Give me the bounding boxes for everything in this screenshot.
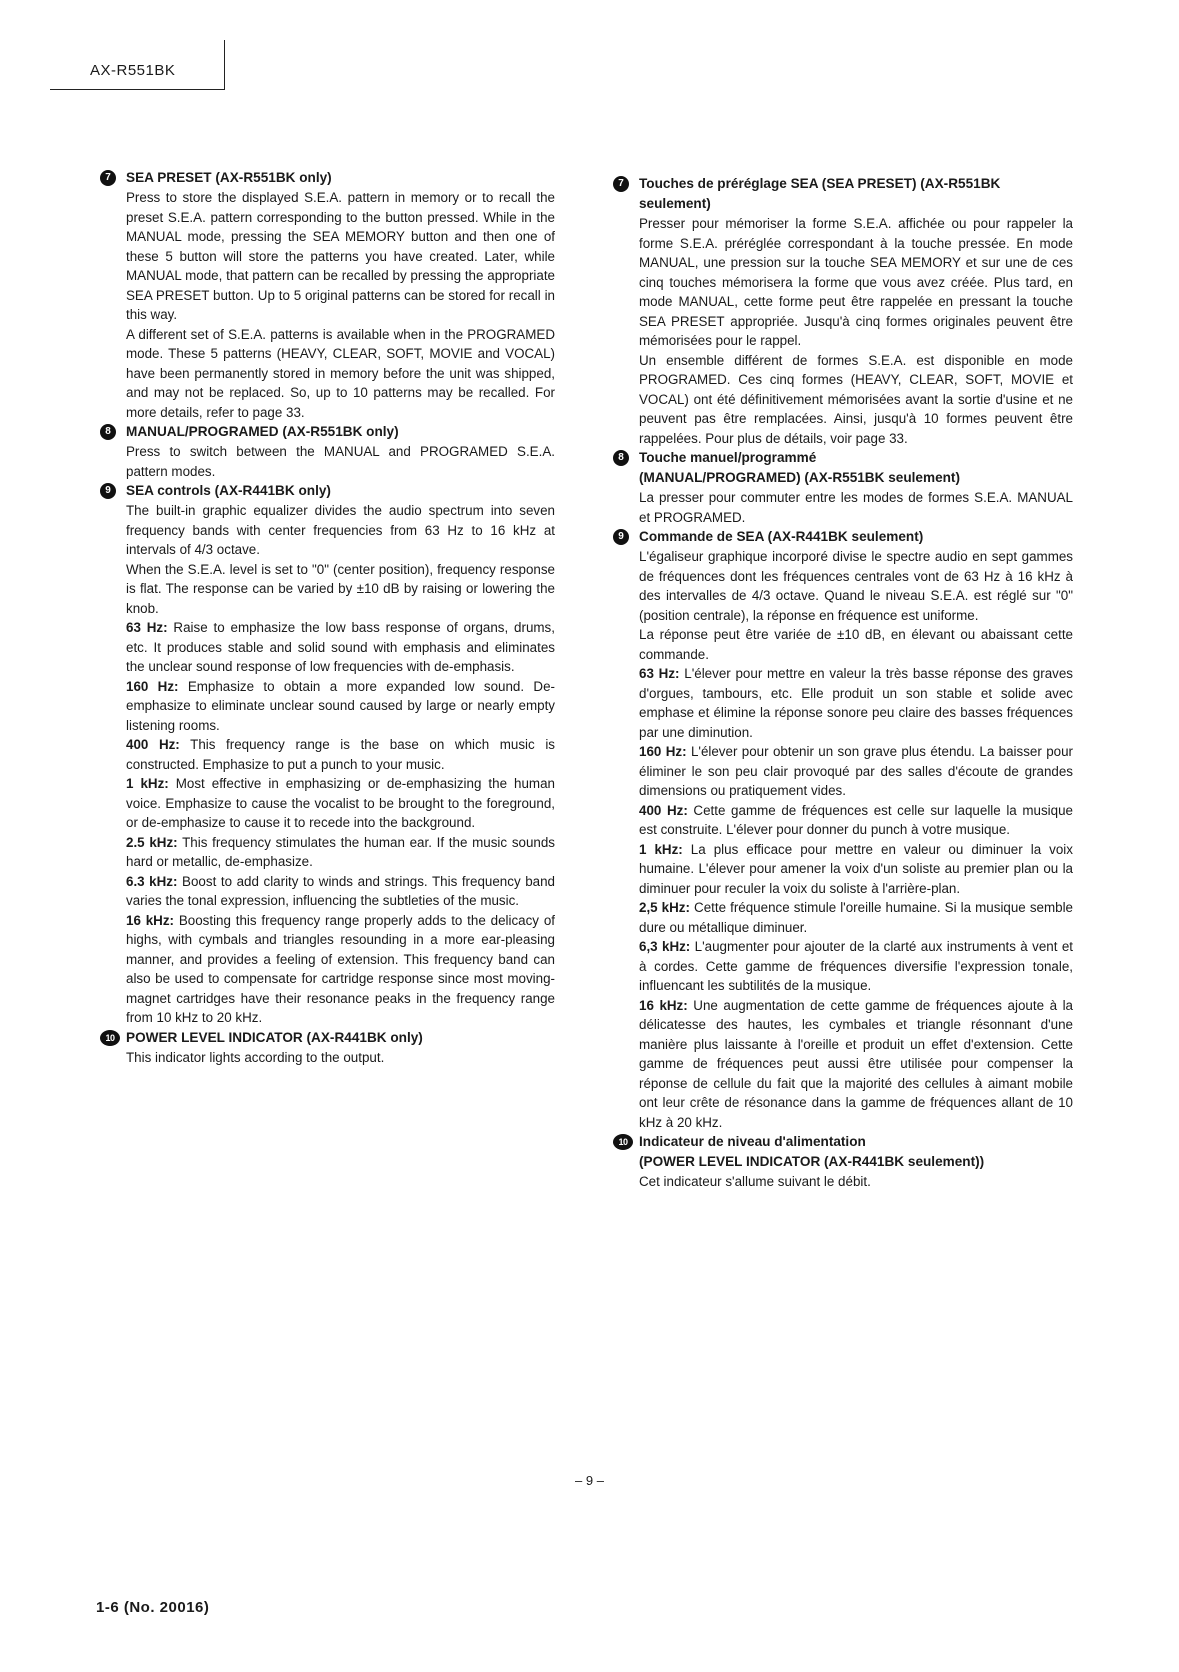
paragraph: La réponse peut être variée de ±10 dB, en élevant ou abaissant cette commande. [639,627,1073,662]
section-heading [100,422,555,442]
band-label: 63 Hz: [126,620,168,635]
band-description [126,618,555,677]
section-title: Indicateur de niveau d'alimentation [639,1134,866,1149]
band-text: Cette fréquence stimule l'oreille humaine. Si la musique semble dure ou métallique diminuer. [639,900,1073,935]
section-heading [100,481,555,501]
english-column [100,168,555,1067]
document-number: 1-6 (No. 20016) [96,1599,210,1616]
band-text: Une augmentation de cette gamme de fréquences ajoute à la délicatesse des hautes, les cymbales et triangle résonnant d'une manière plus laissante à l'oreille et produit un effet d'extension. Cette gamme de fréquences peut aussi être utilisée pour compenser la réponse de cellule du fait que la majorité des cellules à aimant mobile ont leur crête de résonance dans la gamme de fréquences allant de 10 kHz à 20 kHz. [639,997,1073,1130]
section-heading [613,527,1073,547]
band-description [639,664,1073,742]
paragraph: A different set of S.E.A. patterns is available when in the PROGRAMED mode. These 5 patterns (HEAVY, CLEAR, SOFT, MOVIE and VOCAL) have been permanently stored in memory before the unit was shipped, and may not be replaced. So, up to 10 patterns may be recalled. For more details, refer to page 33. [126,326,555,420]
band-text: L'élever pour mettre en valeur la très basse réponse des graves d'orgues, tambours, etc. Elle produit un son stable et solide avec emphase et élimine la réponse sonore peu claire des basses fréquences par une diminution. [639,666,1073,740]
section-manual-programed-fr [613,448,1073,527]
section-power-level-indicator-fr [613,1132,1073,1192]
section-sea-controls-fr [613,527,1073,1132]
paragraph: Press to switch between the MANUAL and PROGRAMED S.E.A. pattern modes. [126,444,555,479]
band-text: Raise to emphasize the low bass response of organs, drums, etc. It produces stable and solid sound with emphasis and eliminates the unclear sound response of low frequencies with de-emphasis. [126,620,555,674]
section-power-level-indicator [100,1028,555,1068]
band-label: 400 Hz: [639,802,688,818]
item-number-badge: 7 [100,170,116,186]
band-description [639,937,1073,996]
band-description [639,840,1073,899]
item-number-badge: 8 [613,450,629,466]
section-title: SEA controls (AX-R441BK only) [126,483,331,498]
paragraph: The built-in graphic equalizer divides the audio spectrum into seven frequency bands with center frequencies from 63 Hz to 16 kHz at intervals of 4/3 octave. [126,503,555,557]
header-frame [50,40,225,90]
section-subtitle: (MANUAL/PROGRAMED) (AX-R551BK seulement) [639,470,960,485]
band-description [126,774,555,833]
model-code: AX-R551BK [90,62,176,79]
band-text: L'augmenter pour ajouter de la clarté aux instruments à vent et à cordes. Cette gamme de fréquences diversifie l'expression tonale, influencant les subtilités de la musique. [639,939,1073,993]
band-label: 160 Hz: [639,744,687,759]
paragraph: Press to store the displayed S.E.A. pattern in memory or to recall the preset S.E.A. pattern corresponding to the button pressed. While in the MANUAL mode, pressing the SEA MEMORY button and then one of these 5 button will store the patterns you have created. Later, while MANUAL mode, that pattern can be recalled by pressing the appropriate SEA PRESET button. Up to 5 original patterns can be stored for recall in this way. [126,190,555,322]
section-sea-preset [100,168,555,422]
band-text: Most effective in emphasizing or de-emphasizing the human voice. Emphasize to cause the vocalist to be brought to the foreground, or de-emphasize to cause it to recede into the background. [126,776,555,830]
band-description [126,735,555,774]
band-label: 2.5 kHz: [126,834,178,850]
band-text: Boost to add clarity to winds and strings. This frequency band varies the tonal expression, influencing the subtleties of the music. [126,873,555,908]
item-number-badge: 9 [613,529,629,545]
band-label: 2,5 kHz: [639,900,690,915]
paragraph: Un ensemble différent de formes S.E.A. est disponible en mode PROGRAMED. Ces cinq formes (HEAVY, CLEAR, SOFT, MOVIE et VOCAL) ont été définitivement mémorisées avant la sortie d'usine et ne peuvent pas être remplacées. Ainsi, jusqu'à 10 formes peuvent être rappelées. Pour plus de détails, voir page 33. [639,352,1073,446]
band-description [639,898,1073,937]
section-heading [100,1028,555,1048]
item-number-badge: 10 [100,1030,120,1046]
section-heading [613,174,1073,214]
section-title: Touche manuel/programmé [639,450,817,465]
band-text: Boosting this frequency range properly adds to the delicacy of highs, with cymbals and triangles resounding in a more ear-pleasing manner, and provides a feeling of extension. This frequency band can also be used to compensate for cartridge response since most moving-magnet cartridges have their resonance peaks in the frequency range from 10 kHz to 20 kHz. [126,912,555,1025]
band-text: Cette gamme de fréquences est celle sur laquelle la musique est construite. L'élever pour donner du punch à votre musique. [639,802,1073,837]
section-heading [613,448,1073,488]
french-column [613,174,1073,1192]
section-manual-programed [100,422,555,481]
band-description [126,872,555,911]
section-title: Commande de SEA (AX-R441BK seulement) [639,529,924,544]
paragraph: La presser pour commuter entre les modes de formes S.E.A. MANUAL et PROGRAMED. [639,490,1073,525]
section-sea-controls [100,481,555,1028]
band-label: 16 kHz: [126,912,174,928]
item-number-badge: 8 [100,424,116,440]
band-label: 63 Hz: [639,666,680,681]
paragraph: L'égaliseur graphique incorporé divise le spectre audio en sept gammes de fréquences dont les fréquences centrales vont de 63 Hz à 16 kHz à des intervalles de 4/3 octave. Quand le niveau S.E.A. est réglé sur "0" (position centrale), la réponse en fréquence est uniforme. [639,549,1073,623]
section-title: POWER LEVEL INDICATOR (AX-R441BK only) [126,1029,423,1045]
item-number-badge: 10 [613,1134,633,1150]
band-label: 160 Hz: [126,678,179,694]
band-label: 6,3 kHz: [639,939,691,954]
section-heading [613,1132,1073,1172]
band-text: L'élever pour obtenir un son grave plus étendu. La baisser pour éliminer le son peu clair provoqué par des salles d'écoute de grandes dimensions ou pratiquement vides. [639,744,1073,798]
paragraph: This indicator lights according to the output. [126,1049,385,1065]
item-number-badge: 7 [613,176,629,192]
band-description [639,996,1073,1133]
band-description [639,801,1073,840]
section-sea-preset-fr [613,174,1073,448]
page-number: – 9 – [575,1473,604,1488]
band-description [639,742,1073,801]
section-subtitle: (POWER LEVEL INDICATOR (AX-R441BK seulement)) [639,1154,985,1169]
section-heading [100,168,555,188]
band-description [126,911,555,1028]
band-description [126,833,555,872]
item-number-badge: 9 [100,483,116,499]
paragraph: Cet indicateur s'allume suivant le débit. [639,1174,871,1189]
section-title: Touches de préréglage SEA (SEA PRESET) (AX-R551BK seulement) [639,176,1001,211]
band-description [126,677,555,736]
band-text: Emphasize to obtain a more expanded low sound. De-emphasize to eliminate unclear sound caused by large or nearly empty listening rooms. [126,678,555,733]
band-label: 16 kHz: [639,997,688,1013]
band-text: La plus efficace pour mettre en valeur ou diminuer la voix humaine. L'élever pour amener la voix d'un soliste au premier plan ou la diminuer pour reculer la voix du soliste à l'arrière-plan. [639,841,1073,896]
paragraph: When the S.E.A. level is set to "0" (center position), frequency response is flat. The response can be varied by ±10 dB by raising or lowering the knob. [126,561,555,616]
paragraph: Presser pour mémoriser la forme S.E.A. affichée ou pour rappeler la forme S.E.A. préréglée correspondant à la touche pressée. En mode MANUAL, une pression sur la touche SEA MEMORY et sur une de ces cinq touches mémorisera la forme que vous avez créée. Plus tard, en mode MANUAL, cette forme peut être rappelée en pressant la touche SEA PRESET appropriée. Jusqu'à cinq formes originales peuvent être mémorisées pour le rappel. [639,216,1073,348]
band-label: 1 kHz: [126,776,169,791]
band-label: 1 kHz: [639,841,683,857]
band-label: 400 Hz: [126,737,180,752]
section-title: SEA PRESET (AX-R551BK only) [126,170,332,185]
band-label: 6.3 kHz: [126,873,178,889]
band-text: This frequency stimulates the human ear. If the music sounds hard or metallic, de-emphasize. [126,834,556,869]
band-text: This frequency range is the base on which music is constructed. Emphasize to put a punch to your music. [126,737,555,772]
section-title: MANUAL/PROGRAMED (AX-R551BK only) [126,424,399,439]
